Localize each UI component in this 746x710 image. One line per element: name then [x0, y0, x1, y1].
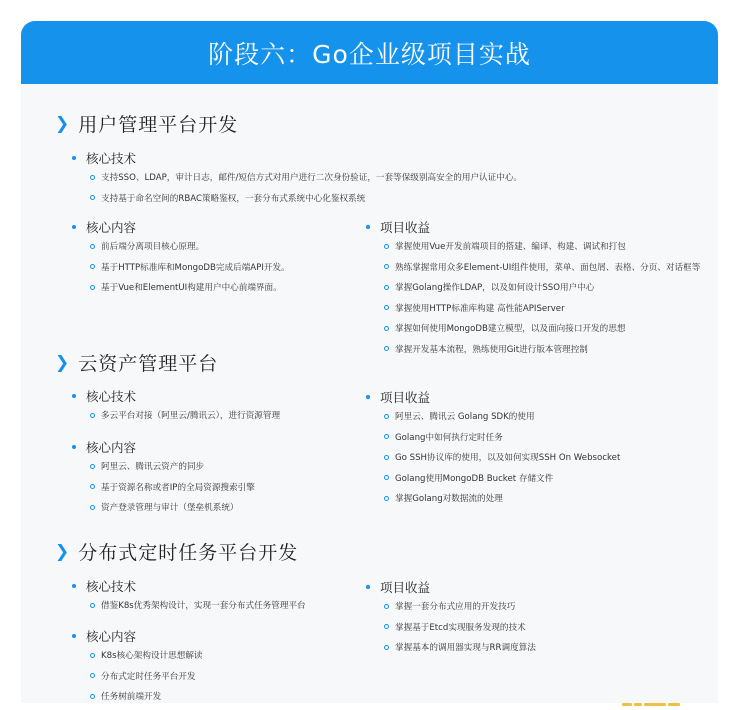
stage-banner	[21, 21, 718, 84]
bullet-ring-icon	[384, 434, 389, 439]
list-item	[366, 447, 620, 468]
bullet-dot-icon	[72, 156, 76, 160]
bullet-dot-icon	[72, 584, 76, 588]
item-text: 掌握如何使用MongoDB建立模型，以及面向接口开发的思想	[395, 324, 626, 335]
group-label: 核心技术	[86, 579, 137, 594]
section-title-cloud-assets	[55, 349, 218, 376]
list-item	[366, 236, 700, 257]
group-label: 核心技术	[86, 389, 137, 404]
list-item	[366, 488, 620, 509]
list-item	[72, 595, 306, 616]
watermark-mark	[622, 691, 696, 695]
item-text: K8s核心架构设计思想解读	[101, 651, 203, 662]
item-text: 借鉴K8s优秀架构设计，实现一套分布式任务管理平台	[101, 601, 306, 612]
item-text: 掌握Golang操作LDAP，以及如何设计SSO用户中心	[395, 283, 595, 294]
list-item	[366, 406, 620, 427]
group-label: 核心内容	[86, 629, 137, 644]
group-label: 核心技术	[86, 151, 137, 166]
item-text: 掌握开发基本流程，熟练使用Git进行版本管理控制	[395, 344, 588, 355]
group-benefits-2	[366, 388, 620, 509]
bullet-ring-icon	[90, 673, 95, 678]
bullet-ring-icon	[384, 475, 389, 480]
bullet-ring-icon	[384, 346, 389, 351]
bullet-dot-icon	[366, 225, 370, 229]
list-item	[72, 686, 203, 703]
bullet-ring-icon	[384, 496, 389, 501]
chevron-right-icon: ❯	[55, 541, 71, 562]
bullet-ring-icon	[90, 505, 95, 510]
item-text: 资产登录管理与审计（堡垒机系统）	[101, 503, 239, 514]
bullet-ring-icon	[384, 264, 389, 269]
section-title-user-platform	[55, 110, 238, 137]
section-label: 分布式定时任务平台开发	[78, 542, 299, 564]
group-label: 项目收益	[380, 580, 431, 595]
list-item	[72, 405, 280, 426]
group-heading	[72, 149, 522, 167]
item-text: 多云平台对接（阿里云/腾讯云），进行资源管理	[101, 411, 281, 422]
bullet-ring-icon	[90, 484, 95, 489]
group-label: 项目收益	[380, 390, 431, 405]
list-item	[366, 298, 700, 319]
group-label: 核心内容	[86, 220, 137, 235]
group-heading	[72, 438, 255, 456]
list-item	[72, 456, 255, 477]
group-benefits-1	[366, 218, 700, 359]
bullet-dot-icon	[366, 395, 370, 399]
item-text: 掌握基于Etcd实现服务发现的技术	[395, 622, 526, 633]
group-core-tech-2	[72, 387, 280, 426]
bullet-ring-icon	[90, 603, 95, 608]
item-text: 基于资源名称或者IP的全局资源搜索引擎	[101, 482, 255, 493]
list-item	[72, 236, 290, 257]
list-item	[366, 318, 700, 339]
section-label: 云资产管理平台	[78, 353, 219, 375]
list-item	[72, 645, 203, 666]
group-heading	[366, 388, 620, 406]
list-item	[72, 257, 290, 278]
bullet-ring-icon	[384, 326, 389, 331]
list-item	[366, 596, 536, 617]
item-text: 掌握一套分布式应用的开发技巧	[395, 602, 516, 613]
item-text: 基于Vue和ElementUI构建用户中心前端界面。	[101, 283, 282, 294]
item-text: Golang使用MongoDB Bucket 存储文件	[395, 473, 554, 484]
list-item	[72, 497, 255, 518]
group-label: 项目收益	[380, 220, 431, 235]
list-item	[72, 666, 203, 687]
item-text: 基于HTTP标准库和MongoDB完成后端API开发。	[101, 262, 290, 273]
bullet-ring-icon	[90, 694, 95, 699]
list-item	[366, 277, 700, 298]
bullet-ring-icon	[384, 624, 389, 629]
list-item	[366, 339, 700, 360]
item-text: Go SSH协议库的使用，以及如何实现SSH On Websocket	[395, 453, 621, 464]
section-title-distributed-scheduler	[55, 538, 298, 565]
list-item	[366, 468, 620, 489]
list-item	[72, 188, 522, 209]
list-item	[366, 617, 536, 638]
item-text: 阿里云、腾讯云 Golang SDK的使用	[395, 412, 535, 423]
list-item	[366, 427, 620, 448]
item-text: 掌握基本的调用器实现与RR调度算法	[395, 643, 536, 654]
bullet-ring-icon	[90, 413, 95, 418]
bullet-dot-icon	[366, 585, 370, 589]
group-heading	[366, 578, 536, 596]
item-text: 任务树前端开发	[101, 692, 162, 703]
list-item	[366, 257, 700, 278]
group-heading	[72, 387, 280, 405]
bullet-ring-icon	[384, 604, 389, 609]
bullet-dot-icon	[72, 634, 76, 638]
bullet-ring-icon	[90, 175, 95, 180]
item-text: 掌握使用HTTP标准库构建 高性能APIServer	[395, 303, 565, 314]
bullet-ring-icon	[384, 645, 389, 650]
bullet-ring-icon	[384, 244, 389, 249]
list-item	[72, 277, 290, 298]
group-core-content-1	[72, 218, 290, 298]
item-text: 熟练掌握常用众多Element-UI组件使用，菜单、面包屑、表格、分页、对话框等	[395, 262, 701, 273]
bullet-ring-icon	[90, 285, 95, 290]
group-heading	[72, 218, 290, 236]
item-text: 掌握使用Vue开发前端项目的搭建、编译、构建、调试和打包	[395, 242, 626, 253]
group-heading	[72, 627, 203, 645]
item-text: 分布式定时任务平台开发	[101, 671, 196, 682]
item-text: Golang中如何执行定时任务	[395, 432, 503, 443]
bullet-ring-icon	[90, 195, 95, 200]
stage-title: 阶段六：Go企业级项目实战	[208, 39, 531, 69]
section-label: 用户管理平台开发	[78, 114, 239, 136]
course-stage-card	[21, 21, 718, 703]
group-core-tech-3	[72, 577, 306, 616]
bullet-ring-icon	[90, 244, 95, 249]
bullet-ring-icon	[384, 414, 389, 419]
item-text: 前后端分离项目核心原理。	[101, 242, 205, 253]
item-text: 支持基于命名空间的RBAC策略鉴权，一套分布式系统中心化鉴权系统	[101, 193, 366, 204]
group-core-content-3	[72, 627, 203, 703]
item-text: 支持SSO、LDAP，审计日志，邮件/短信方式对用户进行二次身份验证，一套等保级别高安全的用户认证中心。	[101, 173, 523, 184]
list-item	[72, 167, 522, 188]
item-text: 掌握Golang对数据流的处理	[395, 494, 503, 505]
group-heading	[72, 577, 306, 595]
bullet-ring-icon	[90, 264, 95, 269]
group-label: 核心内容	[86, 440, 137, 455]
list-item	[72, 477, 255, 498]
group-heading	[366, 218, 700, 236]
bullet-ring-icon	[90, 464, 95, 469]
item-text: 阿里云、腾讯云资产的同步	[101, 462, 205, 473]
bullet-ring-icon	[384, 305, 389, 310]
chevron-right-icon: ❯	[55, 352, 71, 373]
chevron-right-icon: ❯	[55, 113, 71, 134]
group-core-content-2	[72, 438, 255, 518]
bullet-ring-icon	[90, 653, 95, 658]
bullet-dot-icon	[72, 445, 76, 449]
group-benefits-3	[366, 578, 536, 658]
bullet-ring-icon	[384, 285, 389, 290]
group-core-tech-1	[72, 149, 522, 208]
bullet-dot-icon	[72, 225, 76, 229]
bullet-dot-icon	[72, 394, 76, 398]
bullet-ring-icon	[384, 455, 389, 460]
list-item	[366, 637, 536, 658]
